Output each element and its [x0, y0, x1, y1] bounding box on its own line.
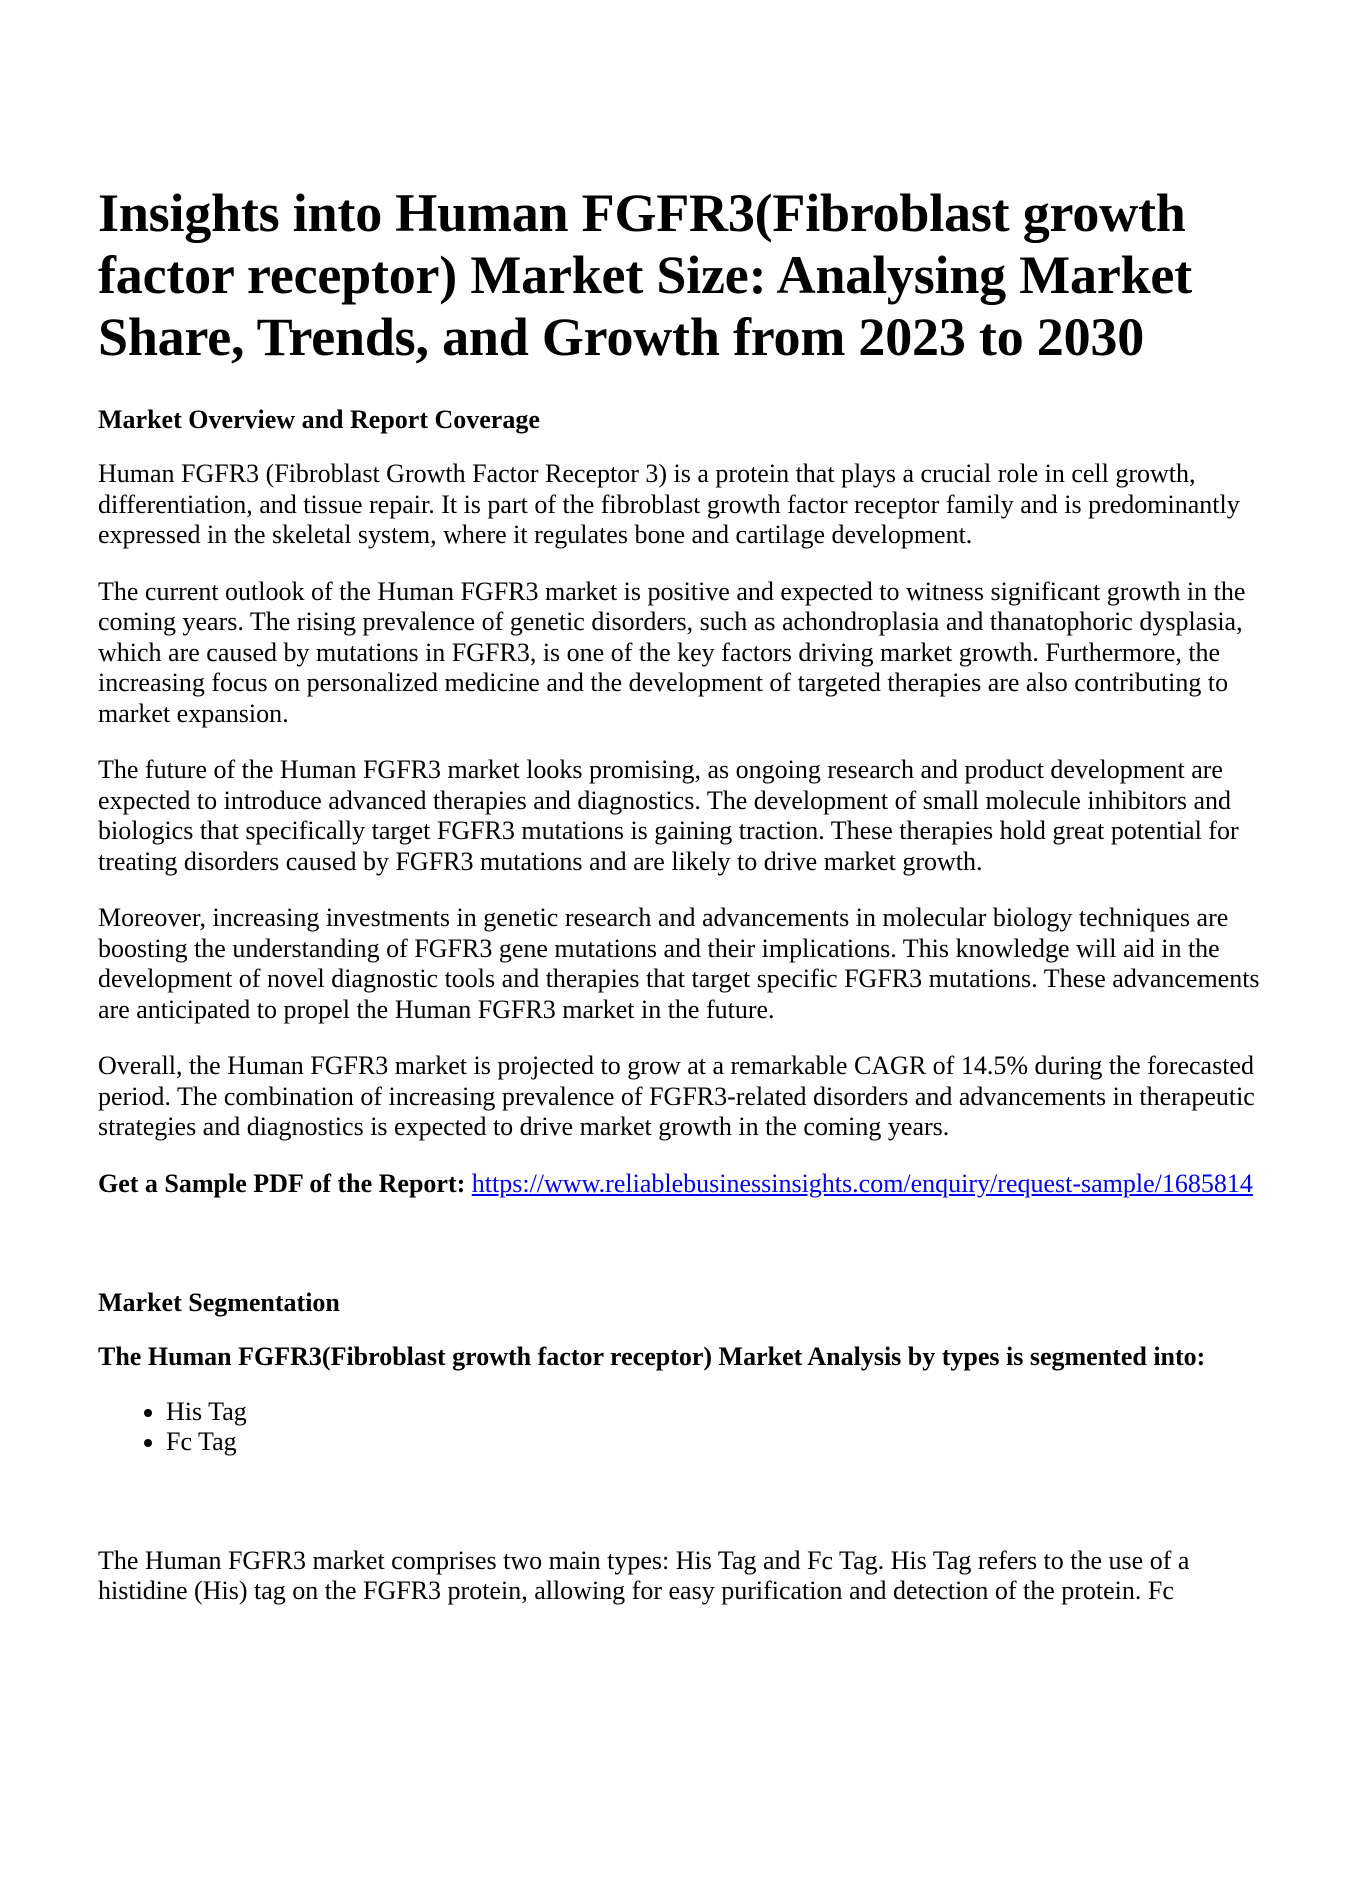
- types-subheading: The Human FGFR3(Fibroblast growth factor receptor) Market Analysis by types is segmented into:: [98, 1342, 1206, 1371]
- overview-heading: Market Overview and Report Coverage: [98, 405, 540, 434]
- sample-pdf-link[interactable]: https://www.reliablebusinessinsights.com/enquiry/request-sample/1685814: [471, 1168, 1253, 1198]
- sample-pdf-line: [98, 1169, 1263, 1200]
- types-list: [98, 1397, 1263, 1458]
- overview-paragraph-3: The future of the Human FGFR3 market looks promising, as ongoing research and product development are expected to introduce advanced therapies and diagnostics. The development of small molecule inhibitors and biologics that specifically target FGFR3 mutations is gaining traction. These therapies hold great potential for treating disorders caused by FGFR3 mutations and are likely to drive market growth.: [98, 755, 1239, 876]
- list-item: • His Tag: [166, 1397, 1263, 1428]
- segmentation-heading: Market Segmentation: [98, 1288, 340, 1317]
- page-title: Insights into Human FGFR3(Fibroblast growth factor receptor) Market Size: Analysing Market Share, Trends, and Growth from 2023 to 2030: [98, 183, 1192, 367]
- overview-paragraph-2: The current outlook of the Human FGFR3 market is positive and expected to witness significant growth in the coming years. The rising prevalence of genetic disorders, such as achondroplasia and thanatophoric dysplasia, which are caused by mutations in FGFR3, is one of the key factors driving market growth. Furthermore, the increasing focus on personalized medicine and the development of targeted therapies are also contributing to market expansion.: [98, 576, 1246, 728]
- sample-pdf-label: Get a Sample PDF of the Report:: [98, 1168, 466, 1198]
- list-item: • Fc Tag: [166, 1427, 1263, 1458]
- types-paragraph: The Human FGFR3 market comprises two main types: His Tag and Fc Tag. His Tag refers to the use of a histidine (His) tag on the FGFR3 protein, allowing for easy purification and detection of the protein. Fc: [98, 1545, 1190, 1605]
- document-page: [98, 182, 1263, 1633]
- overview-paragraph-4: Moreover, increasing investments in genetic research and advancements in molecular biology techniques are boosting the understanding of FGFR3 gene mutations and their implications. This knowledge will aid in the development of novel diagnostic tools and therapies that target specific FGFR3 mutations. These advancements are anticipated to propel the Human FGFR3 market in the future.: [98, 903, 1260, 1024]
- overview-paragraph-1: Human FGFR3 (Fibroblast Growth Factor Receptor 3) is a protein that plays a crucial role in cell growth, differentiation, and tissue repair. It is part of the fibroblast growth factor receptor family and is predominantly expressed in the skeletal system, where it regulates bone and cartilage development.: [98, 459, 1240, 549]
- overview-paragraph-5: Overall, the Human FGFR3 market is projected to grow at a remarkable CAGR of 14.5% during the forecasted period. The combination of increasing prevalence of FGFR3-related disorders and advancements in therapeutic strategies and diagnostics is expected to drive market growth in the coming years.: [98, 1051, 1255, 1141]
